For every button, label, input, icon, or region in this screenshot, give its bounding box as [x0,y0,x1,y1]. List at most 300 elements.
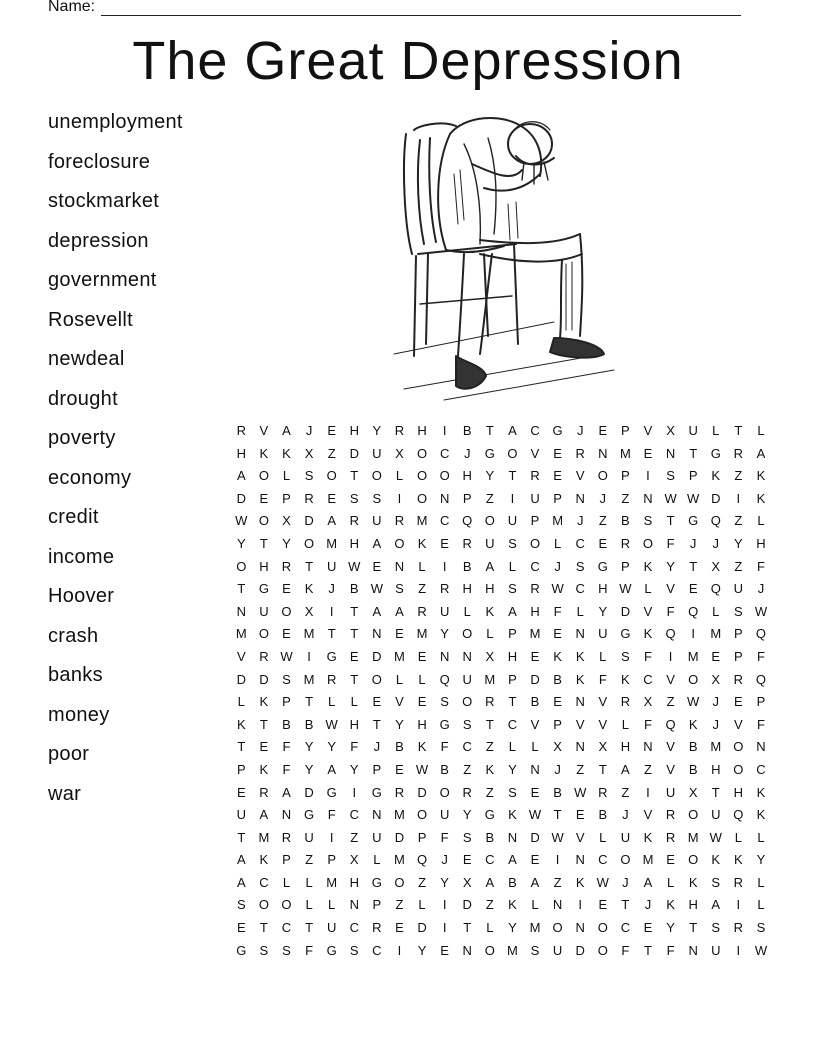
grid-letter[interactable]: N [462,942,472,958]
grid-letter[interactable]: X [598,739,608,755]
grid-letter[interactable]: G [597,558,608,574]
grid-letter[interactable]: Q [416,852,428,868]
grid-letter[interactable]: U [711,942,721,958]
grid-letter[interactable]: E [553,626,562,642]
grid-letter[interactable]: L [328,694,336,710]
grid-letter[interactable]: W [551,581,564,597]
grid-letter[interactable]: H [733,784,744,800]
grid-letter[interactable]: P [734,648,743,664]
grid-letter[interactable]: X [349,852,359,868]
grid-letter[interactable]: C [349,807,359,823]
grid-letter[interactable]: U [439,807,450,823]
grid-letter[interactable]: E [598,897,608,913]
grid-letter[interactable]: H [620,739,631,755]
grid-letter[interactable]: T [350,626,359,642]
grid-letter[interactable]: S [259,942,269,958]
grid-letter[interactable]: U [372,513,382,529]
grid-letter[interactable]: Y [440,874,449,890]
grid-letter[interactable]: L [486,920,494,936]
grid-letter[interactable]: M [394,807,405,823]
grid-letter[interactable]: M [642,852,654,868]
grid-letter[interactable]: T [305,694,314,710]
grid-letter[interactable]: O [688,852,699,868]
grid-letter[interactable]: K [711,852,721,868]
grid-letter[interactable]: X [711,558,721,574]
grid-letter[interactable]: X [643,694,653,710]
grid-letter[interactable]: N [575,490,585,506]
grid-letter[interactable]: C [530,423,540,438]
grid-letter[interactable]: J [712,535,720,551]
grid-letter[interactable]: R [349,513,359,529]
grid-letter[interactable]: Q [710,513,721,529]
grid-letter[interactable]: C [485,852,495,868]
grid-letter[interactable]: N [394,558,405,574]
grid-letter[interactable]: X [485,648,495,664]
grid-letter[interactable]: V [530,716,540,732]
grid-letter[interactable]: T [463,920,472,936]
grid-letter[interactable]: W [619,581,632,597]
grid-letter[interactable]: E [417,694,427,710]
grid-letter[interactable]: D [417,920,427,936]
grid-letter[interactable]: W [235,513,248,529]
grid-letter[interactable]: R [462,535,472,551]
grid-letter[interactable]: C [620,920,631,936]
grid-letter[interactable]: R [326,671,337,687]
grid-letter[interactable]: T [485,716,494,732]
grid-letter[interactable]: R [304,490,314,506]
grid-letter[interactable]: L [237,694,245,710]
grid-letter[interactable]: O [258,513,269,529]
grid-letter[interactable]: U [326,558,337,574]
grid-letter[interactable]: L [418,671,426,687]
grid-letter[interactable]: Q [710,581,721,597]
grid-letter[interactable]: T [350,671,359,687]
grid-letter[interactable]: C [598,852,608,868]
grid-letter[interactable]: Y [462,807,472,823]
grid-letter[interactable]: N [598,445,608,461]
grid-letter[interactable]: Z [734,513,743,529]
grid-letter[interactable]: B [349,581,359,597]
grid-letter[interactable]: L [553,535,562,551]
grid-letter[interactable]: H [417,716,427,732]
grid-letter[interactable]: K [304,581,314,597]
grid-letter[interactable]: W [596,874,609,890]
grid-letter[interactable]: B [688,739,698,755]
grid-letter[interactable]: R [281,829,292,845]
grid-letter[interactable]: O [439,468,450,484]
grid-letter[interactable]: S [530,942,540,958]
grid-letter[interactable]: E [259,490,269,506]
grid-letter[interactable]: O [258,897,269,913]
grid-letter[interactable]: S [756,920,766,936]
grid-letter[interactable]: M [303,671,315,687]
grid-letter[interactable]: S [711,874,721,890]
grid-letter[interactable]: U [462,671,472,687]
grid-letter[interactable]: F [282,739,291,755]
grid-letter[interactable]: T [508,694,517,710]
grid-letter[interactable]: Y [756,852,766,868]
grid-letter[interactable]: F [350,739,359,755]
grid-letter[interactable]: S [734,603,743,619]
grid-letter[interactable]: T [372,716,381,732]
grid-letter[interactable]: Z [734,558,743,574]
grid-letter[interactable]: Z [485,739,494,755]
grid-letter[interactable]: E [553,468,562,484]
grid-letter[interactable]: Z [418,874,427,890]
grid-letter[interactable]: E [598,535,608,551]
grid-letter[interactable]: G [620,626,631,642]
grid-letter[interactable]: T [644,942,652,958]
grid-letter[interactable]: S [508,581,517,597]
grid-letter[interactable]: T [689,558,698,574]
grid-letter[interactable]: X [553,739,562,755]
grid-letter[interactable]: D [236,490,246,506]
grid-letter[interactable]: I [352,784,357,800]
grid-letter[interactable]: U [665,784,676,800]
grid-letter[interactable]: T [350,468,359,484]
grid-letter[interactable]: I [442,423,447,438]
grid-letter[interactable]: O [507,445,518,461]
grid-letter[interactable]: X [711,671,721,687]
grid-letter[interactable]: C [507,716,518,732]
grid-letter[interactable]: L [418,897,426,913]
grid-letter[interactable]: O [326,468,337,484]
grid-letter[interactable]: A [327,761,336,777]
grid-letter[interactable]: A [236,874,246,890]
grid-letter[interactable]: O [371,671,382,687]
grid-letter[interactable]: J [757,581,765,597]
grid-letter[interactable]: Q [755,671,767,687]
grid-letter[interactable]: D [304,513,314,529]
grid-letter[interactable]: O [304,535,315,551]
grid-letter[interactable]: K [756,468,766,484]
grid-letter[interactable]: M [394,648,405,664]
grid-letter[interactable]: K [756,490,766,506]
grid-letter[interactable]: R [665,829,676,845]
grid-letter[interactable]: R [665,807,676,823]
grid-letter[interactable]: Z [463,761,472,777]
grid-letter[interactable]: B [688,761,698,777]
grid-letter[interactable]: S [575,558,585,574]
grid-letter[interactable]: G [552,423,563,438]
grid-letter[interactable]: K [508,807,517,823]
grid-letter[interactable]: P [621,423,630,438]
grid-letter[interactable]: R [733,671,744,687]
grid-letter[interactable]: I [668,648,673,664]
grid-letter[interactable]: G [484,807,495,823]
grid-letter[interactable]: Y [304,739,314,755]
grid-letter[interactable]: B [485,829,495,845]
grid-letter[interactable]: U [711,807,721,823]
grid-letter[interactable]: R [530,581,540,597]
grid-letter[interactable]: Y [508,761,517,777]
grid-letter[interactable]: J [554,558,561,574]
grid-letter[interactable]: R [530,468,540,484]
grid-letter[interactable]: N [530,761,540,777]
grid-letter[interactable]: M [529,920,541,936]
grid-letter[interactable]: K [417,739,427,755]
grid-letter[interactable]: W [709,829,722,845]
grid-letter[interactable]: S [440,694,449,710]
grid-letter[interactable]: M [529,626,541,642]
grid-letter[interactable]: A [643,874,653,890]
grid-letter[interactable]: X [462,874,472,890]
grid-letter[interactable]: L [373,852,381,868]
grid-letter[interactable]: P [282,490,291,506]
grid-letter[interactable]: O [733,761,744,777]
grid-letter[interactable]: G [439,716,450,732]
grid-letter[interactable]: I [555,852,560,868]
grid-letter[interactable]: O [394,874,405,890]
grid-letter[interactable]: A [372,535,382,551]
grid-letter[interactable]: D [417,784,427,800]
grid-letter[interactable]: H [756,535,766,551]
grid-letter[interactable]: N [462,648,472,664]
grid-letter[interactable]: E [530,852,540,868]
grid-letter[interactable]: S [236,897,246,913]
grid-letter[interactable]: X [666,423,675,438]
grid-letter[interactable]: L [666,874,675,890]
grid-letter[interactable]: S [349,490,359,506]
grid-letter[interactable]: T [259,716,268,732]
grid-letter[interactable]: N [643,739,653,755]
grid-letter[interactable]: M [619,445,631,461]
grid-letter[interactable]: Y [282,535,291,551]
grid-letter[interactable]: Z [350,829,359,845]
grid-letter[interactable]: M [416,626,428,642]
grid-letter[interactable]: K [417,535,427,551]
grid-letter[interactable]: O [258,468,269,484]
grid-letter[interactable]: M [710,739,722,755]
grid-letter[interactable]: L [282,874,291,890]
grid-letter[interactable]: Q [665,716,676,732]
grid-letter[interactable]: Y [440,626,449,642]
grid-letter[interactable]: L [350,694,358,710]
grid-letter[interactable]: P [327,852,336,868]
grid-letter[interactable]: V [666,581,675,597]
grid-letter[interactable]: W [415,761,429,777]
grid-letter[interactable]: D [530,671,540,687]
grid-letter[interactable]: M [303,626,315,642]
grid-letter[interactable]: K [553,648,562,664]
grid-letter[interactable]: J [712,716,720,732]
grid-letter[interactable]: Z [485,897,494,913]
grid-letter[interactable]: Y [485,468,495,484]
grid-letter[interactable]: R [733,874,744,890]
grid-letter[interactable]: O [597,468,608,484]
grid-letter[interactable]: G [710,445,721,461]
grid-letter[interactable]: B [282,716,291,732]
grid-letter[interactable]: C [643,671,653,687]
grid-letter[interactable]: C [259,874,269,890]
grid-letter[interactable]: V [666,739,675,755]
grid-letter[interactable]: V [643,603,653,619]
grid-letter[interactable]: I [736,490,741,506]
grid-letter[interactable]: K [575,648,585,664]
grid-letter[interactable]: P [282,852,291,868]
grid-letter[interactable]: P [462,490,472,506]
grid-letter[interactable]: L [757,897,765,913]
grid-letter[interactable]: G [304,807,315,823]
grid-letter[interactable]: L [305,897,313,913]
grid-letter[interactable]: T [237,581,246,597]
grid-letter[interactable]: J [463,445,471,461]
grid-letter[interactable]: R [462,784,472,800]
grid-letter[interactable]: F [666,535,675,551]
grid-letter[interactable]: Z [734,468,743,484]
grid-letter[interactable]: E [530,648,540,664]
grid-letter[interactable]: G [688,513,699,529]
grid-letter[interactable]: S [462,716,472,732]
grid-letter[interactable]: H [462,581,472,597]
grid-letter[interactable]: W [687,694,700,710]
grid-letter[interactable]: B [553,671,562,687]
grid-letter[interactable]: U [439,603,450,619]
grid-letter[interactable]: R [372,920,382,936]
grid-letter[interactable]: F [756,716,765,732]
grid-letter[interactable]: M [416,513,428,529]
grid-letter[interactable]: W [687,490,700,506]
grid-letter[interactable]: W [754,603,768,619]
grid-letter[interactable]: Z [621,784,630,800]
grid-letter[interactable]: N [439,648,450,664]
grid-letter[interactable]: L [531,897,539,913]
grid-letter[interactable]: H [349,423,359,438]
grid-letter[interactable]: N [439,490,450,506]
grid-letter[interactable]: I [646,468,650,484]
grid-letter[interactable]: U [236,807,246,823]
grid-letter[interactable]: G [326,648,337,664]
grid-letter[interactable]: E [711,648,721,664]
grid-letter[interactable]: V [666,671,675,687]
grid-letter[interactable]: E [530,784,540,800]
grid-letter[interactable]: S [643,513,653,529]
grid-letter[interactable]: K [688,716,698,732]
grid-letter[interactable]: E [349,648,359,664]
grid-letter[interactable]: B [440,761,449,777]
grid-letter[interactable]: L [734,829,742,845]
grid-letter[interactable]: H [530,603,540,619]
grid-letter[interactable]: U [552,942,563,958]
grid-letter[interactable]: O [484,942,495,958]
grid-letter[interactable]: P [734,626,743,642]
grid-letter[interactable]: S [711,920,721,936]
grid-letter[interactable]: K [734,852,743,868]
grid-letter[interactable]: P [372,761,382,777]
grid-letter[interactable]: L [621,716,629,732]
grid-letter[interactable]: F [644,716,652,732]
grid-letter[interactable]: V [575,468,585,484]
grid-letter[interactable]: L [328,897,336,913]
grid-letter[interactable]: C [575,581,585,597]
grid-letter[interactable]: O [462,694,473,710]
grid-letter[interactable]: O [462,626,473,642]
grid-letter[interactable]: E [327,490,336,506]
grid-letter[interactable]: C [575,535,585,551]
grid-letter[interactable]: L [757,513,765,529]
grid-letter[interactable]: R [575,445,585,461]
grid-letter[interactable]: F [666,942,675,958]
grid-letter[interactable]: L [757,423,765,438]
grid-letter[interactable]: A [621,761,630,777]
grid-letter[interactable]: T [734,423,743,438]
grid-letter[interactable]: N [236,603,246,619]
grid-letter[interactable]: S [621,648,630,664]
grid-letter[interactable]: V [598,716,608,732]
grid-letter[interactable]: Y [734,535,743,551]
grid-letter[interactable]: N [575,920,585,936]
grid-letter[interactable]: N [643,490,653,506]
grid-letter[interactable]: F [440,739,449,755]
grid-letter[interactable]: T [621,897,630,913]
grid-letter[interactable]: T [711,784,720,800]
grid-letter[interactable]: C [281,920,292,936]
grid-letter[interactable]: A [485,558,495,574]
grid-letter[interactable]: Z [598,513,607,529]
grid-letter[interactable]: T [508,468,517,484]
grid-letter[interactable]: P [530,513,540,529]
grid-letter[interactable]: R [394,513,405,529]
grid-letter[interactable]: S [508,535,517,551]
grid-letter[interactable]: H [507,648,518,664]
grid-letter[interactable]: M [687,829,699,845]
grid-letter[interactable]: A [395,603,404,619]
grid-letter[interactable]: A [236,852,246,868]
grid-letter[interactable]: R [394,423,405,438]
grid-letter[interactable]: G [371,784,382,800]
grid-letter[interactable]: T [237,829,246,845]
grid-letter[interactable]: T [689,920,698,936]
grid-letter[interactable]: V [575,716,585,732]
grid-letter[interactable]: R [439,581,450,597]
grid-letter[interactable]: K [259,694,269,710]
grid-letter[interactable]: D [462,897,472,913]
grid-letter[interactable]: A [508,603,517,619]
grid-letter[interactable]: P [553,716,562,732]
grid-letter[interactable]: P [756,694,766,710]
grid-letter[interactable]: V [259,423,269,438]
grid-letter[interactable]: G [326,942,337,958]
grid-letter[interactable]: Q [439,671,450,687]
grid-letter[interactable]: B [553,784,562,800]
grid-letter[interactable]: B [508,874,517,890]
grid-letter[interactable]: Q [688,603,699,619]
grid-letter[interactable]: R [733,445,744,461]
grid-letter[interactable]: H [349,535,359,551]
grid-letter[interactable]: Y [598,603,608,619]
grid-letter[interactable]: D [620,603,631,619]
grid-letter[interactable]: B [462,423,472,438]
grid-letter[interactable]: M [484,671,496,687]
grid-letter[interactable]: Y [666,558,675,574]
grid-letter[interactable]: B [304,716,314,732]
grid-letter[interactable]: O [552,920,563,936]
grid-letter[interactable]: I [329,603,334,619]
grid-letter[interactable]: W [528,807,542,823]
grid-letter[interactable]: E [259,739,269,755]
grid-letter[interactable]: J [373,739,381,755]
grid-letter[interactable]: E [236,920,246,936]
grid-letter[interactable]: C [439,513,450,529]
grid-letter[interactable]: B [598,807,608,823]
grid-letter[interactable]: A [756,445,766,461]
grid-letter[interactable]: D [349,445,359,461]
grid-letter[interactable]: T [485,423,494,438]
grid-letter[interactable]: M [710,626,722,642]
grid-letter[interactable]: V [395,694,404,710]
grid-letter[interactable]: K [575,671,585,687]
grid-letter[interactable]: W [664,490,677,506]
